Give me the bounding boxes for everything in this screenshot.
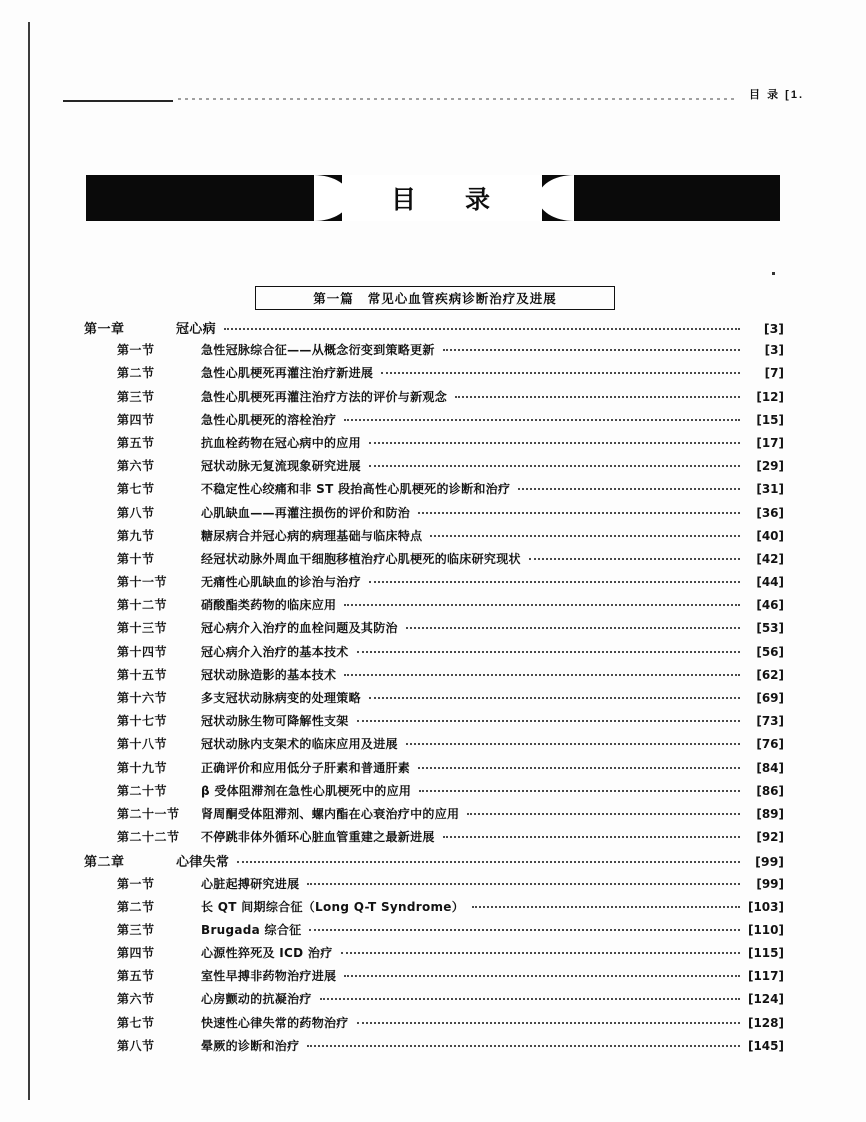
toc-entry-label: 第二节 xyxy=(117,899,155,914)
toc-entry-title: 多支冠状动脉病变的处理策略 xyxy=(201,691,361,705)
toc-section-row[interactable] xyxy=(84,643,784,666)
toc-dot-leader xyxy=(320,998,740,1000)
toc-entry-title: 抗血栓药物在冠心病中的应用 xyxy=(201,435,361,450)
toc-entry-page: [56] xyxy=(756,644,784,659)
toc-entry-title: 心房颤动的抗凝治疗 xyxy=(201,992,312,1007)
toc-entry-title: 室性早搏非药物治疗进展 xyxy=(201,969,337,984)
toc-entry-page: [36] xyxy=(756,505,784,520)
toc-section-row[interactable] xyxy=(84,944,784,967)
toc-entry-title: 经冠状动脉外周血干细胞移植治疗心肌梗死的临床研究现状 xyxy=(201,551,521,566)
toc-section-row[interactable] xyxy=(84,875,784,898)
toc-entry-page: [31] xyxy=(756,482,784,497)
toc-entry-page: [84] xyxy=(756,760,784,775)
toc-section-row[interactable] xyxy=(84,666,784,689)
running-head-dot-leader xyxy=(178,98,738,100)
toc-section-row[interactable] xyxy=(84,828,784,851)
toc-entry-title: 晕厥的诊断和治疗 xyxy=(201,1038,300,1053)
toc-entry-label: 第十一节 xyxy=(117,575,168,590)
toc-entry-page: [99] xyxy=(755,854,784,870)
banner-title-char-2: 录 xyxy=(465,185,494,214)
toc-entry-label: 第八节 xyxy=(117,505,155,520)
toc-section-row[interactable] xyxy=(84,527,784,550)
toc-entry-page: [44] xyxy=(756,575,784,590)
toc-entry-page: [46] xyxy=(756,598,784,613)
toc-entry-page: [89] xyxy=(756,806,784,821)
toc-entry-page: [7] xyxy=(764,366,784,381)
toc-entry-title: 硝酸酯类药物的临床应用 xyxy=(201,598,337,613)
toc-section-row[interactable] xyxy=(84,550,784,573)
toc-entry-page: [69] xyxy=(756,691,784,705)
toc-entry-page: [17] xyxy=(756,435,784,450)
toc-entry-label: 第五节 xyxy=(117,969,155,984)
toc-entry-title: 心脏起搏研究进展 xyxy=(201,876,300,891)
toc-section-row[interactable] xyxy=(84,619,784,642)
toc-section-row[interactable] xyxy=(84,480,784,503)
toc-dot-leader xyxy=(307,1045,740,1047)
toc-dot-leader xyxy=(307,883,740,885)
toc-entry-title: 急性心肌梗死再灌注治疗新进展 xyxy=(201,366,374,381)
toc-dot-leader xyxy=(369,442,740,444)
toc-dot-leader xyxy=(381,372,740,374)
toc-entry-label: 第十三节 xyxy=(117,621,168,636)
toc-section-row[interactable] xyxy=(84,967,784,990)
toc-dot-leader xyxy=(357,720,740,722)
toc-dot-leader xyxy=(344,975,740,977)
toc-entry-label: 第七节 xyxy=(117,1015,155,1030)
toc-section-row[interactable] xyxy=(84,712,784,735)
toc-section-row[interactable] xyxy=(84,1037,784,1060)
toc-entry-label: 第十节 xyxy=(117,551,155,566)
toc-section-row[interactable] xyxy=(84,1014,784,1037)
banner-lens-right xyxy=(538,175,574,221)
toc-dot-leader xyxy=(455,396,740,398)
toc-entry-title: 无痛性心肌缺血的诊治与治疗 xyxy=(201,575,361,590)
toc-entry-label: 第一节 xyxy=(117,876,155,891)
toc-entry-title: 正确评价和应用低分子肝素和普通肝素 xyxy=(201,760,411,775)
toc-entry-page: [3] xyxy=(763,321,784,336)
toc-entry-label: 第四节 xyxy=(117,412,155,427)
toc-section-row[interactable] xyxy=(84,434,784,457)
toc-entry-label: 第十四节 xyxy=(117,644,168,659)
toc-entry-page: [29] xyxy=(756,459,784,474)
toc-dot-leader xyxy=(472,906,740,908)
toc-section-row[interactable] xyxy=(84,805,784,828)
part-title: 常见心血管疾病诊断治疗及进展 xyxy=(367,291,557,306)
page-speck xyxy=(772,272,775,275)
toc-section-row[interactable] xyxy=(84,735,784,758)
toc-section-row[interactable] xyxy=(84,759,784,782)
table-of-contents xyxy=(84,318,784,1060)
toc-entry-label: 第二节 xyxy=(117,366,155,381)
toc-entry-label: 第六节 xyxy=(117,459,155,474)
toc-entry-page: [86] xyxy=(756,783,784,798)
toc-entry-label: 第八节 xyxy=(117,1038,155,1053)
toc-entry-title: 心肌缺血——再灌注损伤的评价和防治 xyxy=(201,505,411,520)
toc-entry-label: 第三节 xyxy=(117,389,155,404)
toc-section-row[interactable] xyxy=(84,411,784,434)
toc-section-row[interactable] xyxy=(84,573,784,596)
toc-entry-page: [92] xyxy=(756,830,784,845)
toc-entry-title: 冠心病 xyxy=(176,322,216,337)
toc-dot-leader xyxy=(357,1022,740,1024)
toc-dot-leader xyxy=(341,952,741,954)
toc-entry-title: 冠心病介入治疗的基本技术 xyxy=(201,644,349,659)
toc-entry-title: 长 QT 间期综合征（Long Q-T Syndrome） xyxy=(201,899,465,914)
toc-entry-title: 心律失常 xyxy=(176,855,230,871)
toc-entry-page: [124] xyxy=(747,992,784,1007)
toc-entry-title: 糖尿病合并冠心病的病理基础与临床特点 xyxy=(201,528,423,543)
toc-entry-label: 第一章 xyxy=(84,322,125,337)
toc-entry-page: [40] xyxy=(756,528,784,543)
toc-entry-label: 第十八节 xyxy=(117,737,168,752)
toc-entry-label: 第二十节 xyxy=(117,783,168,798)
toc-dot-leader xyxy=(344,604,740,606)
toc-dot-leader xyxy=(237,861,740,863)
toc-entry-page: [145] xyxy=(747,1038,784,1053)
toc-entry-page: [15] xyxy=(756,412,784,427)
banner-title-char-1: 目 xyxy=(390,185,419,214)
toc-entry-page: [115] xyxy=(747,946,784,961)
toc-entry-page: [99] xyxy=(756,876,784,891)
toc-chapter-row[interactable] xyxy=(84,851,784,874)
toc-entry-title: 急性心肌梗死再灌注治疗方法的评价与新观念 xyxy=(201,389,448,404)
toc-dot-leader xyxy=(467,813,740,815)
toc-section-row[interactable] xyxy=(84,596,784,619)
toc-entry-page: [12] xyxy=(756,389,784,404)
toc-entry-title: 肾周酮受体阻滞剂、螺内酯在心衰治疗中的应用 xyxy=(201,806,460,821)
toc-entry-page: [128] xyxy=(747,1015,784,1030)
toc-section-row[interactable] xyxy=(84,990,784,1013)
toc-entry-label: 第五节 xyxy=(117,435,155,450)
toc-banner xyxy=(86,175,780,221)
toc-entry-title: 急性冠脉综合征——从概念衍变到策略更新 xyxy=(201,343,435,358)
toc-entry-label: 第七节 xyxy=(117,482,155,497)
banner-title xyxy=(342,175,542,221)
toc-entry-label: 第二章 xyxy=(84,855,125,871)
toc-entry-page: [76] xyxy=(756,737,784,752)
toc-entry-label: 第十九节 xyxy=(117,760,168,775)
toc-entry-page: [53] xyxy=(756,621,784,636)
toc-entry-page: [110] xyxy=(747,922,784,937)
toc-dot-leader xyxy=(419,790,740,792)
toc-entry-label: 第九节 xyxy=(117,528,155,543)
toc-section-row[interactable] xyxy=(84,782,784,805)
toc-entry-title: 冠心病介入治疗的血栓问题及其防治 xyxy=(201,621,398,636)
toc-entry-title: 冠状动脉内支架术的临床应用及进展 xyxy=(201,737,398,752)
running-head xyxy=(0,86,866,108)
toc-section-row[interactable] xyxy=(84,364,784,387)
toc-dot-leader xyxy=(344,419,740,421)
toc-entry-label: 第二十二节 xyxy=(117,830,180,845)
toc-dot-leader xyxy=(369,465,740,467)
toc-entry-title: 冠状动脉无复流现象研究进展 xyxy=(201,459,361,474)
toc-entry-title: 急性心肌梗死的溶栓治疗 xyxy=(201,412,337,427)
toc-dot-leader xyxy=(406,743,740,745)
running-head-rule xyxy=(63,100,173,102)
toc-entry-title: 快速性心律失常的药物治疗 xyxy=(201,1015,349,1030)
toc-section-row[interactable] xyxy=(84,341,784,364)
toc-dot-leader xyxy=(369,581,740,583)
toc-entry-title: 冠状动脉造影的基本技术 xyxy=(201,667,337,682)
toc-dot-leader xyxy=(344,674,740,676)
running-head-label: 目 录 [1. xyxy=(749,89,804,101)
toc-dot-leader xyxy=(224,328,740,330)
toc-section-row[interactable] xyxy=(84,921,784,944)
toc-dot-leader xyxy=(357,651,740,653)
toc-dot-leader xyxy=(443,349,740,351)
toc-entry-label: 第六节 xyxy=(117,992,155,1007)
toc-entry-page: [62] xyxy=(756,667,784,682)
toc-dot-leader xyxy=(406,627,740,629)
toc-dot-leader xyxy=(418,767,740,769)
toc-entry-label: 第十六节 xyxy=(117,691,168,705)
toc-entry-title: Brugada 综合征 xyxy=(201,922,302,937)
toc-section-row[interactable] xyxy=(84,504,784,527)
toc-entry-label: 第一节 xyxy=(117,343,155,358)
toc-dot-leader xyxy=(369,697,740,699)
toc-entry-label: 第十七节 xyxy=(117,714,168,729)
toc-dot-leader xyxy=(309,929,740,931)
toc-entry-page: [3] xyxy=(764,343,784,358)
toc-dot-leader xyxy=(418,512,740,514)
part-heading xyxy=(255,286,615,310)
toc-entry-page: [117] xyxy=(747,969,784,984)
toc-dot-leader xyxy=(529,558,740,560)
toc-entry-label: 第四节 xyxy=(117,946,155,961)
toc-entry-title: 心源性猝死及 ICD 治疗 xyxy=(201,946,333,961)
toc-entry-title: β 受体阻滞剂在急性心肌梗死中的应用 xyxy=(201,783,412,798)
toc-entry-page: [103] xyxy=(747,899,784,914)
toc-section-row[interactable] xyxy=(84,689,784,712)
toc-entry-page: [73] xyxy=(756,714,784,729)
toc-entry-label: 第二十一节 xyxy=(117,806,180,821)
part-number: 第一篇 xyxy=(313,291,354,306)
toc-entry-title: 冠状动脉生物可降解性支架 xyxy=(201,714,349,729)
toc-dot-leader xyxy=(518,488,740,490)
toc-entry-label: 第十五节 xyxy=(117,667,168,682)
toc-section-row[interactable] xyxy=(84,388,784,411)
toc-dot-leader xyxy=(443,836,740,838)
toc-section-row[interactable] xyxy=(84,898,784,921)
toc-entry-title: 不稳定性心绞痛和非 ST 段抬高性心肌梗死的诊断和治疗 xyxy=(201,482,511,497)
toc-entry-page: [42] xyxy=(756,551,784,566)
toc-chapter-row[interactable] xyxy=(84,318,784,341)
toc-entry-label: 第三节 xyxy=(117,922,155,937)
toc-entry-label: 第十二节 xyxy=(117,598,168,613)
toc-section-row[interactable] xyxy=(84,457,784,480)
toc-entry-title: 不停跳非体外循环心脏血管重建之最新进展 xyxy=(201,830,435,845)
toc-dot-leader xyxy=(430,535,740,537)
